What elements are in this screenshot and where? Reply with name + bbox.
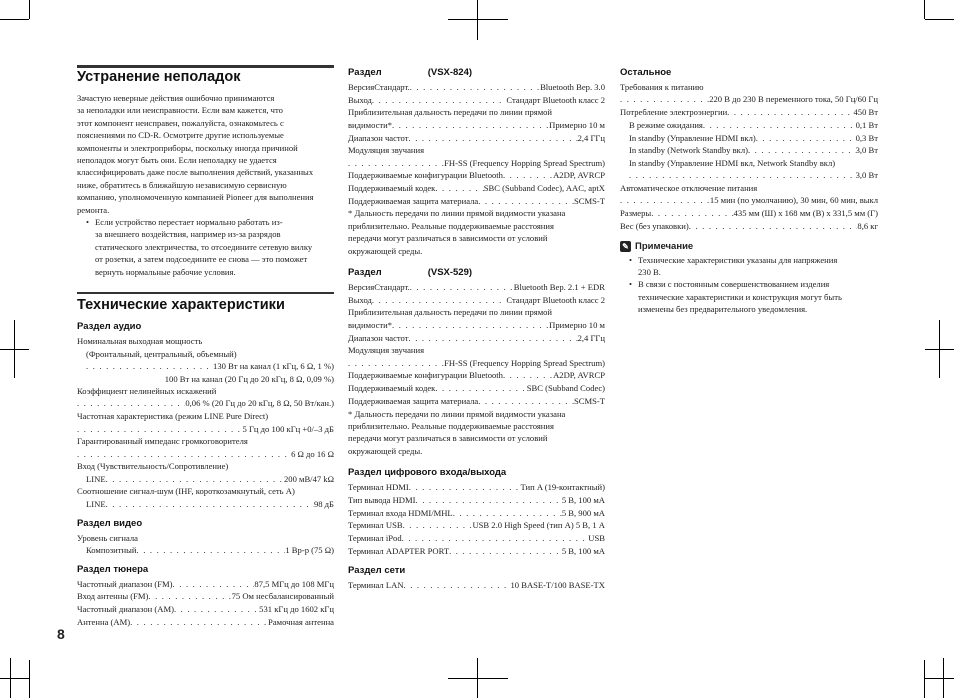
spec-label: In standby (Управление HDMI вкл) (629, 132, 756, 143)
crop-mark (10, 658, 11, 698)
footnote-line: передачи могут различаться в зависимости от условий (348, 433, 548, 444)
text-line: ниже, обратитесь в ближайшую независимую сервисную (77, 179, 287, 190)
bt-heading-label: Раздел (348, 267, 382, 279)
text-line: 230 В. (638, 266, 661, 277)
spec-label: Терминал LAN (348, 580, 404, 591)
spec-label: Поддерживаемая защита материала (348, 395, 479, 406)
footnote-line: приблизительно. Реальные поддерживаемые расстояния (348, 420, 554, 431)
text-line: • Технические характеристики указаны для напряжения (638, 254, 838, 265)
spec-label: Поддерживаемые конфигурации Bluetooth (348, 170, 503, 181)
spec-row (348, 545, 605, 558)
spec-value: 450 Вт (853, 107, 878, 118)
spec-row (348, 357, 605, 370)
spec-label: In standby (Network Standby вкл) (629, 145, 748, 156)
spec-label: Терминал ADAPTER PORT (348, 545, 450, 556)
snr-line-value: 98 дБ (313, 498, 334, 509)
power-value-1: 130 Вт на канал (1 кГц, 6 Ω, 1 %) (213, 360, 334, 371)
spec-label: Поддерживаемая защита материала (348, 195, 479, 206)
spec-row (77, 360, 334, 373)
spec-row (620, 106, 878, 119)
spec-label: Модуляция звучания (348, 345, 425, 356)
spec-label: Автоматическое отключение питания (620, 183, 758, 194)
text-line: от розетки, а затем подсоедините ее снова — это поможет (95, 254, 308, 265)
spec-value: 15 мин (по умолчанию), 30 мин, 60 мин, выкл (709, 195, 878, 206)
crop-mark (0, 678, 29, 679)
spec-row (348, 579, 605, 592)
spec-row (620, 207, 878, 220)
spec-value: SCMS-T (573, 195, 605, 206)
spec-label: Приблизительная дальность передачи по линии прямой (348, 107, 553, 118)
video-heading: Раздел видео (77, 517, 143, 529)
crop-mark (477, 0, 478, 40)
spec-row (620, 194, 878, 207)
text-line: ремонта. (77, 204, 110, 215)
thd-label: Коэффициент нелинейных искажений (77, 386, 217, 397)
spec-label: Терминал входа HDMI/MHL (348, 507, 453, 518)
spec-value: 5 В, 100 мА (561, 545, 605, 556)
footnote-line: передачи могут различаться в зависимости от условий (348, 233, 548, 244)
spec-row (77, 448, 334, 461)
spec-value: Примерно 10 м (549, 319, 605, 330)
crop-mark (448, 678, 508, 679)
power-value-2: 100 Вт на канал (20 Гц до 20 кГц, 8 Ω, 0,09 %) (164, 373, 334, 384)
spec-row (620, 169, 878, 182)
spec-value: 2,4 ГГц (577, 132, 605, 143)
bt-model: (VSX-824) (427, 67, 473, 78)
spec-label: Диапазон частот (348, 132, 409, 143)
composite-value: 1 Вр-р (75 Ω) (285, 544, 334, 555)
spec-row (348, 182, 605, 195)
input-label: Вход (Чувствительность/Сопротивление) (77, 461, 229, 472)
crop-mark (939, 320, 940, 378)
spec-row (348, 519, 605, 532)
tuner-heading: Раздел тюнера (77, 563, 149, 575)
spec-value: Тип A (19-контактный) (520, 482, 605, 493)
spec-row (348, 157, 605, 170)
crop-mark (943, 658, 944, 698)
spec-label: Модуляция звучания (348, 145, 425, 156)
spec-row (77, 423, 334, 436)
footnote-line: окружающей среды. (348, 445, 423, 456)
crop-mark (29, 0, 30, 19)
spec-label: Размеры (620, 208, 652, 219)
freq-value: 5 Гц до 100 кГц +0/–3 дБ (242, 423, 334, 434)
thd-value: 0,06 % (20 Гц до 20 кГц, 8 Ω, 50 Вт/кан.) (185, 398, 334, 409)
troubleshooting-bullet (77, 216, 334, 278)
spec-row (620, 119, 878, 132)
spec-value: Стандарт Bluetooth класс 2 (506, 94, 605, 105)
spec-row (620, 93, 878, 106)
text-line: за неполадки или неисправности. Если вам кажется, что (77, 105, 283, 116)
spec-value: Bluetooth Вер. 3.0 (540, 82, 605, 92)
note-heading (620, 241, 878, 252)
spec-label: Терминал iPod (348, 532, 402, 543)
text-line: неполадок могут быть они. Если неполадку не удается (77, 155, 277, 166)
bt824-heading (348, 66, 605, 79)
spec-label: Вес (без упаковки) (620, 220, 689, 231)
other-heading: Остальное (620, 67, 672, 78)
spec-row (77, 616, 334, 629)
spec-value: 5 В, 900 мА (561, 507, 605, 518)
spec-value: 75 Ом несбалансированный (231, 591, 334, 602)
spec-label: Вход антенны (FM) (77, 591, 149, 602)
spec-value: FH-SS (Frequency Hopping Spread Spectrum) (444, 357, 605, 368)
footnote-line: приблизительно. Реальные поддерживаемые расстояния (348, 220, 554, 231)
spec-value: 0,1 Вт (855, 119, 878, 130)
crop-mark (924, 0, 925, 19)
spec-row (348, 395, 605, 408)
bt529-heading (348, 266, 605, 279)
text-line: за внешнего воздействия, например из-за разрядов (95, 229, 281, 240)
spec-row (348, 281, 605, 294)
spec-label: Частотный диапазон (FM) (77, 578, 173, 589)
text-line: классифицировать даже после выполнения действий, указанных (77, 167, 314, 178)
audio-heading: Раздел аудио (77, 321, 142, 333)
spec-value: Bluetooth Вер. 2.1 + EDR (513, 282, 605, 293)
section-title-troubleshooting: Устранение неполадок (77, 66, 334, 86)
spec-row (77, 544, 334, 557)
spec-row (77, 578, 334, 591)
text-line: компоненты и электроприборы, поскольку иногда причиной (77, 142, 298, 153)
spec-row (348, 119, 605, 132)
bt-heading-label: Раздел (348, 67, 382, 78)
text-line: технические характеристики и конструкция могут быть (638, 291, 842, 302)
page-number: 8 (57, 626, 65, 642)
spec-value: 87,5 МГц до 108 МГц (254, 578, 334, 589)
spec-row (620, 132, 878, 145)
composite-label: Композитный (86, 544, 137, 555)
spec-row (620, 144, 878, 157)
spec-label: Терминал HDMI (348, 482, 409, 493)
spec-value: Примерно 10 м (549, 119, 605, 130)
spec-label: Частотный диапазон (AM) (77, 604, 174, 615)
spec-row (348, 382, 605, 395)
text-line: компанию, уполномоченную компанией Pioneer для выполнения (77, 192, 314, 203)
spec-label: Антенна (AM) (77, 616, 131, 627)
spec-value: Стандарт Bluetooth класс 2 (506, 294, 605, 305)
column-middle (348, 66, 605, 592)
spec-value: A2DP, AVRCP (553, 370, 605, 381)
spec-value: Рамочная антенна (268, 616, 334, 627)
spec-row (77, 473, 334, 486)
digital-heading: Раздел цифрового входа/выхода (348, 467, 507, 479)
spec-row (620, 220, 878, 233)
spec-row (348, 507, 605, 520)
spec-value: 531 кГц до 1602 кГц (259, 604, 334, 615)
spec-row (348, 369, 605, 382)
spec-label: Выход (348, 94, 372, 105)
spec-value: USB 2.0 High Speed (тип A) 5 В, 1 А (472, 520, 605, 531)
freq-label: Частотная характеристика (режим LINE Pure Direct) (77, 411, 269, 422)
note-bullet (620, 254, 878, 279)
input-line-value: 200 мВ/47 kΩ (283, 473, 334, 484)
text-line: Зачастую неверные действия ошибочно принимаются (77, 93, 275, 103)
spec-label: Диапазон частот (348, 332, 409, 343)
spec-row (348, 481, 605, 494)
spec-value: 220 В до 230 В переменного тока, 50 Гц/60 Гц (709, 94, 878, 105)
crop-mark (14, 320, 15, 378)
spec-row (77, 590, 334, 603)
spec-value: SCMS-T (573, 395, 605, 406)
spec-label: Поддерживаемый кодек (348, 383, 436, 394)
spec-value: 10 BASE-T/100 BASE-TX (510, 580, 605, 591)
crop-mark (477, 658, 478, 698)
spec-row (348, 132, 605, 145)
impedance-value: 6 Ω до 16 Ω (291, 448, 334, 459)
spec-label: Выход (348, 294, 372, 305)
spec-label: Тип вывода HDMI (348, 494, 416, 505)
spec-label: Поддерживаемый кодек (348, 183, 436, 194)
spec-row (348, 294, 605, 307)
spec-value: 8,6 кг (857, 220, 878, 231)
spec-label: Терминал USB (348, 520, 403, 531)
network-heading: Раздел сети (348, 565, 406, 577)
note-bullet (620, 278, 878, 315)
crop-mark (924, 660, 925, 698)
footnote-line: * Дальность передачи по линии прямой видимости указана (348, 208, 566, 219)
snr-line-label: LINE (86, 498, 106, 509)
section-title-specs: Технические характеристики (77, 292, 334, 314)
spec-label: В режиме ожидания (629, 119, 703, 130)
crop-mark (0, 19, 29, 20)
spec-value: 435 мм (Ш) x 168 мм (В) x 331,5 мм (Г) (733, 208, 878, 219)
spec-value: 0,3 Вт (855, 132, 878, 143)
spec-row (348, 532, 605, 545)
crop-mark (925, 678, 954, 679)
crop-mark (29, 660, 30, 698)
spec-value: SBC (Subband Codec) (526, 383, 605, 394)
crop-mark (925, 19, 954, 20)
spec-value: FH-SS (Frequency Hopping Spread Spectrum) (444, 157, 605, 168)
power-sub: (Фронтальный, центральный, объемный) (86, 348, 237, 359)
spec-row (77, 603, 334, 616)
spec-row (77, 498, 334, 511)
spec-row (348, 494, 605, 507)
footnote-line: окружающей среды. (348, 245, 423, 256)
spec-row (348, 81, 605, 94)
text-line: статического электричества, то отсоедините сетевую вилку (95, 241, 313, 252)
spec-value: 5 В, 100 мА (561, 494, 605, 505)
note-title: Примечание (635, 240, 694, 252)
spec-label: ВерсияСтандарт. (348, 282, 410, 293)
spec-value: USB (588, 532, 605, 543)
crop-mark (448, 19, 508, 20)
spec-row (77, 397, 334, 410)
spec-label: Приблизительная дальность передачи по линии прямой (348, 307, 553, 318)
spec-label: Потребление электроэнергии (620, 107, 728, 118)
text-line: • Если устройство перестает нормально работать из- (95, 217, 283, 228)
spec-value: 3,0 Вт (855, 145, 878, 156)
note-icon: ✎ (620, 241, 631, 252)
text-line: изменены без предварительного уведомления. (638, 304, 808, 315)
spec-value: A2DP, AVRCP (553, 170, 605, 181)
spec-label: видимости* (348, 119, 393, 130)
column-right (620, 66, 878, 316)
text-line: вернуть нормальные рабочие условия. (95, 266, 236, 277)
spec-value: 2,4 ГГц (577, 332, 605, 343)
text-line: пояснениями по CD-R. Осмотрите другие используемые (77, 130, 284, 141)
spec-row (348, 169, 605, 182)
snr-label: Соотношение сигнал-шум (IHF, короткозамкнутый, сеть A) (77, 486, 295, 497)
spec-label: Поддерживаемые конфигурации Bluetooth (348, 370, 503, 381)
power-label: Номинальная выходная мощность (77, 336, 203, 347)
input-line-label: LINE (86, 473, 106, 484)
spec-label: Требования к питанию (620, 82, 704, 92)
spec-row (348, 94, 605, 107)
spec-label: In standby (Управление HDMI вкл, Network Standby вкл) (629, 157, 836, 168)
spec-row (348, 195, 605, 208)
spec-row (348, 319, 605, 332)
spec-row (348, 332, 605, 345)
impedance-label: Гарантированный импеданс громкоговорителя (77, 436, 248, 447)
video-level-label: Уровень сигнала (77, 532, 138, 543)
text-line: этот компонент неисправен, пожалуйста, ознакомьтесь с (77, 117, 284, 128)
spec-label: ВерсияСтандарт. (348, 82, 410, 92)
spec-value: 3,0 Вт (855, 170, 878, 181)
bt-model: (VSX-529) (427, 267, 473, 279)
text-line: • В связи с постоянным совершенствованием изделия (638, 279, 830, 290)
spec-value: SBC (Subband Codec), AAC, aptX (483, 183, 605, 194)
troubleshooting-intro (77, 92, 334, 216)
spec-label: видимости* (348, 319, 393, 330)
column-left (77, 66, 334, 628)
footnote-line: * Дальность передачи по линии прямой видимости указана (348, 408, 566, 419)
